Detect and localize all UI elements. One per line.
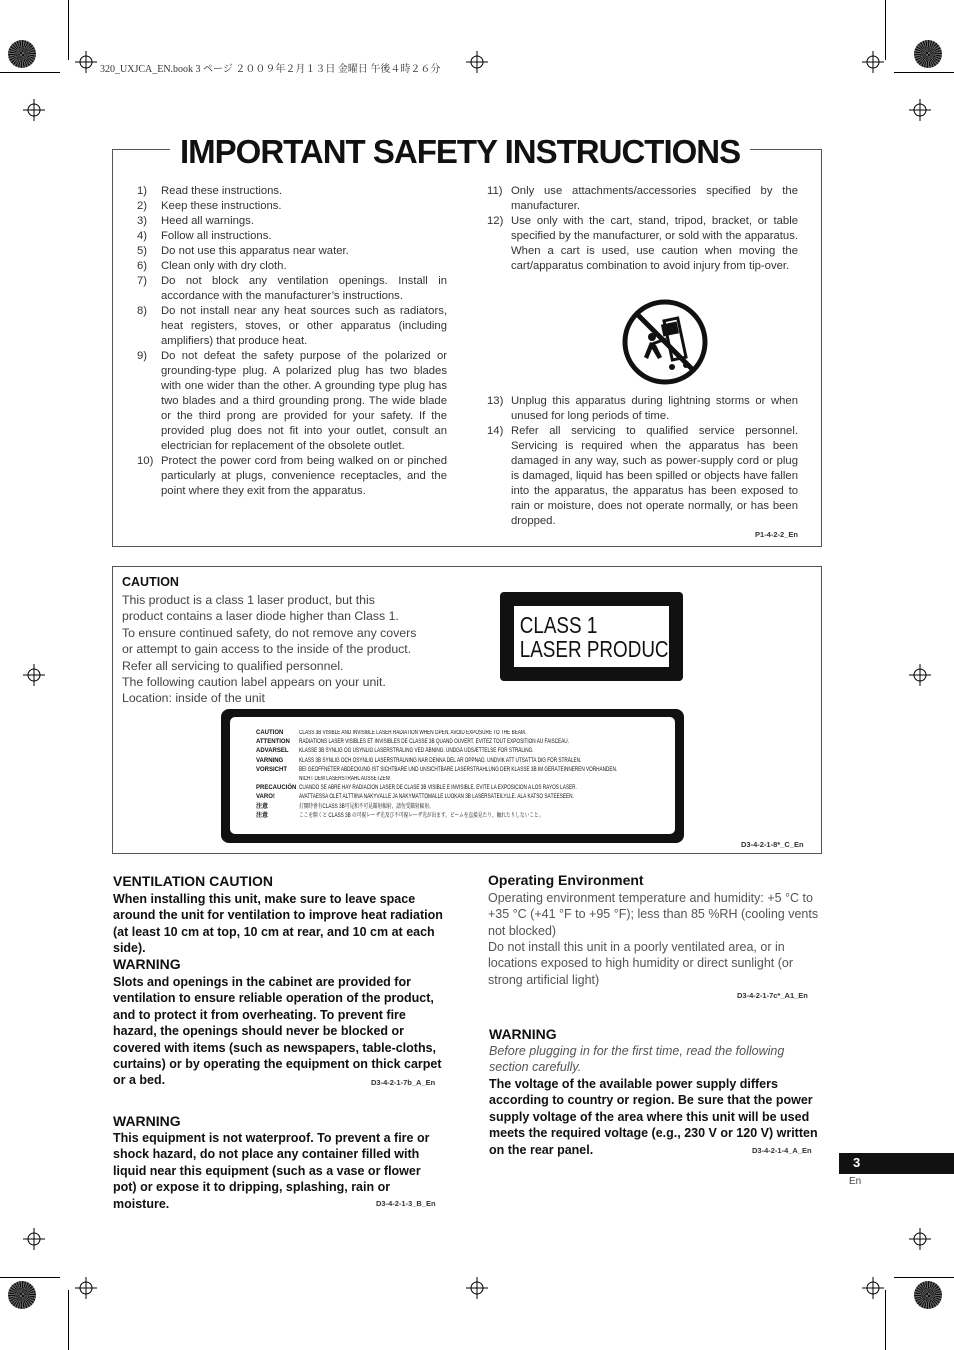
caution-heading: CAUTION bbox=[122, 575, 179, 589]
crop-mark bbox=[68, 1290, 69, 1350]
instruction-text: Do not use this apparatus near water. bbox=[161, 245, 349, 257]
instructions-left-column bbox=[137, 184, 447, 499]
laser-warning-language: CAUTION bbox=[256, 730, 284, 736]
instruction-item bbox=[487, 214, 798, 274]
operating-environment-text: Operating environment temperature and humidity: +5 °C to +35 °C (+41 °F to +95 °F); less than 85 %RH (cooling vents not blocked) bbox=[488, 891, 819, 938]
caution-line: Location: inside of the unit bbox=[122, 691, 265, 706]
instruction-item bbox=[137, 274, 447, 304]
warning-heading: WARNING bbox=[113, 956, 181, 972]
laser-warning-lines bbox=[256, 729, 666, 821]
crosshair-icon bbox=[862, 51, 884, 73]
crosshair-icon bbox=[862, 1277, 884, 1299]
instruction-item bbox=[137, 229, 447, 244]
crop-mark bbox=[0, 1277, 60, 1278]
crosshair-icon bbox=[909, 1228, 931, 1250]
warning-ventilation-text: Slots and openings in the cabinet are provided for ventilation to ensure reliable operation of the product, and to protect it from overheating. To prevent fire hazard, the openings should never be blocked or covered with items (such as newspapers, table-cloths, curtains) or by operating the equipment on thick carpet or a bed. bbox=[113, 975, 442, 1088]
instruction-number: 7) bbox=[137, 275, 148, 287]
caution-line: The following caution label appears on your unit. bbox=[122, 675, 386, 690]
laser-warning-text: AVATTAESSA OLET ALTTIINA NÄKYVÄLLE JA NÄKYMÄTTÖMÄLLE LUOKAN 3B LASERSÄTEILYLLE. ÄLÄ KATSO SÄTEESEEN. bbox=[299, 794, 574, 801]
instruction-number: 8) bbox=[137, 305, 148, 317]
laser-warning-row bbox=[256, 738, 666, 747]
laser-warning-row bbox=[256, 784, 666, 793]
instruction-item bbox=[137, 454, 447, 499]
instructions-right-top-column bbox=[487, 184, 798, 274]
ventilation-text: When installing this unit, make sure to leave space around the unit for ventilation to improve heat radiation (at least 10 cm at top, 10 cm at rear, and 10 cm at each side). bbox=[113, 892, 443, 956]
document-code: D3-4-2-1-7b_A_En bbox=[371, 1078, 436, 1087]
crop-mark bbox=[894, 72, 954, 73]
instruction-number: 2) bbox=[137, 200, 148, 212]
instruction-number: 11) bbox=[487, 185, 503, 197]
crop-mark bbox=[894, 1277, 954, 1278]
caution-line: To ensure continued safety, do not remove any covers bbox=[122, 625, 417, 640]
registration-rosette-icon bbox=[8, 40, 36, 68]
laser-warning-language: 注意 bbox=[256, 812, 269, 819]
instruction-number: 9) bbox=[137, 350, 148, 362]
laser-warning-language: ATTENTION bbox=[256, 739, 290, 746]
instruction-number: 1) bbox=[137, 185, 148, 197]
instruction-text: Keep these instructions. bbox=[161, 200, 282, 212]
laser-warning-row bbox=[256, 757, 666, 766]
instruction-item bbox=[487, 424, 798, 529]
laser-warning-text: CLASS 3B VISIBLE AND INVISIBLE LASER RADIATION WHEN OPEN, AVOID EXPOSURE TO THE BEAM. bbox=[299, 730, 527, 736]
instruction-number: 4) bbox=[137, 230, 148, 242]
instruction-item bbox=[137, 214, 447, 229]
instruction-text: Follow all instructions. bbox=[161, 230, 272, 242]
warning-waterproof-text: This equipment is not waterproof. To prevent a fire or shock hazard, do not place any container filled with liquid near this equipment (such as a vase or flower pot) or expose it to dripping, splashing, rain or moisture. bbox=[113, 1131, 430, 1211]
laser-warning-language: VORSICHT bbox=[256, 766, 288, 773]
instruction-item bbox=[137, 184, 447, 199]
laser-warning-row bbox=[256, 766, 666, 775]
crosshair-icon bbox=[75, 1277, 97, 1299]
instruction-text: Do not defeat the safety purpose of the polarized or grounding-type plug. A polarized plug has two blades with one wider than the other. A grounding type plug has two blades and a third grounding prong. The wide blade or the third prong are provided for your safety. If the provided plug does not fit into your outlet, consult an electrician for replacement of the obsolete outlet. bbox=[161, 350, 447, 452]
laser-warning-text: RADIATIONS LASER VISIBLES ET INVISIBLES DE CLASSE 3B QUAND OUVERT. ÉVITEZ TOUT EXPOSITION AU FAISCEAU. bbox=[299, 739, 569, 746]
instruction-item bbox=[487, 184, 798, 214]
crosshair-icon bbox=[23, 1228, 45, 1250]
instruction-item bbox=[137, 259, 447, 274]
crop-mark bbox=[68, 0, 69, 60]
instruction-item bbox=[137, 199, 447, 214]
laser-warning-language: VARO! bbox=[256, 794, 275, 801]
caution-text bbox=[122, 592, 462, 707]
laser-warning-text: KLASS 3B SYNLIG OCH OSYNLIG LASERSTRÅLNING NÄR DENNA DEL ÄR ÖPPNAD. UNDVIK ATT UTSÄTTA DIG FÖR STRÅLEN. bbox=[299, 757, 582, 764]
class1-label-line: CLASS 1 bbox=[519, 612, 598, 638]
laser-warning-row bbox=[256, 793, 666, 802]
laser-warning-row bbox=[256, 775, 666, 784]
instruction-number: 5) bbox=[137, 245, 148, 257]
laser-warning-text: CUANDO SE ABRE HAY RADIACIÓN LÁSER DE CLASE 3B VISIBLE E INVISIBLE. EVITE LA EXPOSICIÓN A LOS RAYOS LÁSER. bbox=[299, 785, 577, 792]
crosshair-icon bbox=[75, 51, 97, 73]
page-title: IMPORTANT SAFETY INSTRUCTIONS bbox=[170, 131, 750, 173]
instruction-item bbox=[487, 394, 798, 424]
ventilation-heading: VENTILATION CAUTION bbox=[113, 873, 273, 889]
document-code: D3-4-2-1-8*_C_En bbox=[741, 840, 804, 849]
instruction-text: Unplug this apparatus during lightning storms or when unused for long periods of time. bbox=[511, 395, 798, 422]
cart-tip-over-warning-icon bbox=[622, 299, 708, 385]
laser-warning-language: ADVARSEL bbox=[256, 748, 289, 755]
instruction-number: 6) bbox=[137, 260, 148, 272]
instruction-list bbox=[137, 184, 447, 499]
registration-rosette-icon bbox=[914, 1281, 942, 1309]
page-language: En bbox=[849, 1176, 862, 1187]
class1-label-line: LASER PRODUCT bbox=[519, 636, 681, 662]
instruction-item bbox=[137, 349, 447, 454]
document-code: D3-4-2-1-4_A_En bbox=[752, 1146, 812, 1155]
instruction-text: Do not block any ventilation openings. Install in accordance with the manufacturer’s instructions. bbox=[161, 275, 447, 302]
warning-heading: WARNING bbox=[113, 1113, 181, 1129]
laser-warning-text: KLASSE 3B SYNLIG OG USYNLIG LASERSTRÅLING VED ÅBNING. UNDGÅ UDSÆTTELSE FOR STRÅLING. bbox=[299, 748, 534, 755]
instruction-text: Refer all servicing to qualified service personnel. Servicing is required when the apparatus has been damaged in any way, such as power-supply cord or plug is damaged, liquid has been spilled or objects have fallen into the apparatus, the apparatus has been exposed to rain or moisture, does not operate normally, or has been dropped. bbox=[511, 425, 798, 527]
document-code: D3-4-2-1-7c*_A1_En bbox=[737, 991, 808, 1000]
instruction-text: Only use attachments/accessories specified by the manufacturer. bbox=[511, 185, 798, 212]
document-code: D3-4-2-1-3_B_En bbox=[376, 1199, 436, 1208]
caution-line: product contains a laser diode higher than Class 1. bbox=[122, 609, 399, 624]
document-code: P1-4-2-2_En bbox=[755, 530, 798, 539]
operating-environment-heading: Operating Environment bbox=[488, 872, 644, 888]
instruction-list bbox=[487, 394, 798, 529]
instruction-item bbox=[137, 244, 447, 259]
caution-line: This product is a class 1 laser product, but this bbox=[122, 593, 375, 607]
laser-warning-row bbox=[256, 729, 666, 738]
laser-warning-text: NICHT DEM LASERSTRAHL AUSSETZEN! bbox=[299, 776, 391, 783]
crosshair-icon bbox=[909, 99, 931, 121]
laser-warning-language: VARNING bbox=[256, 757, 284, 764]
caution-line: or attempt to gain access to the inside of the product. bbox=[122, 642, 412, 657]
instruction-list bbox=[487, 184, 798, 274]
instruction-number: 3) bbox=[137, 215, 148, 227]
warning-intro-text: Before plugging in for the first time, read the following section carefully. bbox=[489, 1044, 785, 1075]
caution-line: Refer all servicing to qualified personnel. bbox=[122, 658, 344, 673]
crop-mark bbox=[0, 72, 60, 73]
crosshair-icon bbox=[466, 1277, 488, 1299]
instruction-text: Heed all warnings. bbox=[161, 215, 254, 227]
operating-environment-text: Do not install this unit in a poorly ventilated area, or in locations exposed to high humidity or direct sunlight (or strong artificial light) bbox=[488, 940, 794, 987]
crop-mark bbox=[885, 0, 886, 60]
crosshair-icon bbox=[909, 664, 931, 686]
instruction-number: 10) bbox=[137, 455, 154, 467]
registration-rosette-icon bbox=[8, 1281, 36, 1309]
instruction-number: 14) bbox=[487, 425, 504, 437]
instruction-text: Use only with the cart, stand, tripod, bracket, or table specified by the manufacturer, or sold with the apparatus. When a cart is used, use caution when moving the cart/apparatus combination to avoid injury from tip-over. bbox=[511, 215, 798, 272]
crosshair-icon bbox=[23, 664, 45, 686]
crosshair-icon bbox=[466, 51, 488, 73]
crosshair-icon bbox=[23, 99, 45, 121]
page-number: 3 bbox=[853, 1155, 861, 1170]
warning-voltage-text: The voltage of the available power supply differs according to country or region. Be sure that the power supply voltage of the area where this unit will be used meets the required voltage (e.g., 230 V or 120 V) written on the rear panel. bbox=[489, 1077, 818, 1157]
crop-mark bbox=[885, 1290, 886, 1350]
instructions-right-bottom-column bbox=[487, 394, 798, 529]
laser-warning-text: BEI GEÖFFNETER ABDECKUNG IST SICHTBARE UND UNSICHTBARE LASERSTRAHLUNG DER KLASSE 3B IM GERÄTEINNEREN VORHANDEN. bbox=[299, 766, 618, 773]
instruction-text: Protect the power cord from being walked on or pinched particularly at plugs, convenience receptacles, and the point where they exit from the apparatus. bbox=[161, 455, 447, 497]
registration-rosette-icon bbox=[914, 40, 942, 68]
instruction-number: 13) bbox=[487, 395, 504, 407]
instruction-text: Do not install near any heat sources such as radiators, heat registers, stoves, or other apparatus (including amplifiers) that produce heat. bbox=[161, 305, 447, 347]
instruction-number: 12) bbox=[487, 215, 504, 227]
laser-warning-language: PRECAUCIÓN bbox=[256, 785, 297, 792]
laser-warning-row bbox=[256, 747, 666, 756]
laser-warning-row bbox=[256, 812, 666, 821]
laser-warning-row bbox=[256, 803, 666, 812]
class1-laser-label-inner bbox=[514, 606, 681, 667]
laser-warning-text: ここを開くと CLASS 3B の可視レーザ光及び不可視レーザ光が出ます。ビームを直接見たり、触れたりしないこと。 bbox=[299, 812, 544, 819]
instruction-item bbox=[137, 304, 447, 349]
laser-warning-text: 打開時會有CLASS 3B可見和不可見鐳射輻射，請勿受鐳射輻射。 bbox=[299, 803, 434, 810]
laser-warning-language bbox=[256, 775, 299, 784]
warning-heading: WARNING bbox=[489, 1026, 557, 1042]
laser-warning-language: 注意 bbox=[256, 803, 269, 810]
instruction-text: Read these instructions. bbox=[161, 185, 283, 197]
file-info-header: 320_UXJCA_EN.book 3 ページ ２００９年２月１３日 金曜日 午後４時２６分 bbox=[100, 64, 441, 75]
instruction-text: Clean only with dry cloth. bbox=[161, 260, 287, 272]
